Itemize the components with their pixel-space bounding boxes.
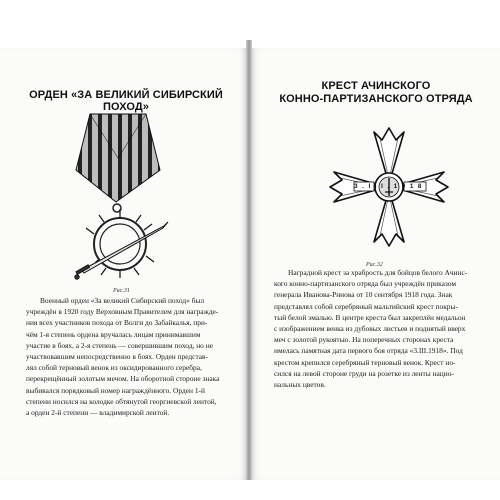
paragraph-line: чём 1-я степень ордена вручалась лицам принимавшим	[26, 329, 201, 339]
paragraph-line: тый белой эмалью. В центре креста был закреплён медальон	[274, 312, 466, 322]
right-figure-caption: Рис.32	[366, 262, 383, 268]
left-body-text	[26, 295, 234, 418]
paragraph-line: нальных цветов.	[274, 380, 326, 390]
paragraph-line: меч с золотой рукоятью. На поперечных сторонах креста	[274, 335, 454, 345]
paragraph-line: учреждён в 1920 году Верховным Правителем для награжде-	[26, 307, 219, 317]
paragraph-line: участие в боях, а 2-я степень — совершившим поход, но не	[26, 340, 213, 350]
paragraph-line: имелась памятная дата первого боя отряда «3.III.1918». Под	[274, 346, 463, 356]
paragraph-line: кого конно-партизанского отряда был учреждён приказом	[274, 279, 457, 289]
paragraph-line: лял собой терновый венок из оксидированного серебра,	[26, 363, 202, 373]
book-gutter	[246, 40, 252, 488]
left-page-title: ОРДЕН «ЗА ВЕЛИКИЙ СИБИРСКИЙ ПОХОД»	[29, 89, 223, 113]
paragraph-line: а орден 2-й степени — владимирской лентой.	[26, 408, 170, 418]
right-title-line-1: КРЕСТ АЧИНСКОГО	[321, 80, 431, 92]
paragraph-line: представлял собой серебряный мальтийский крест покры-	[274, 301, 458, 311]
paragraph-line: выбивался порядковый номер награждённого. Орден 1-й	[26, 385, 205, 395]
paragraph-line: генерала Иванова-Ринова от 10 сентября 1918 года. Знак	[274, 290, 453, 300]
paragraph-line: крестом крепился серебряный терновый венок. Крест но-	[274, 357, 456, 367]
paragraph-line: перекрещённый золотым мечом. На оборотной стороне знака	[26, 374, 220, 384]
right-page-title	[262, 80, 490, 106]
bottom-margin	[0, 480, 500, 500]
paragraph-line: ния всех участников похода от Волги до Забайкалья, при-	[26, 318, 208, 328]
paragraph-line: степени носился на колодке обтянутой георгиевской лентой,	[26, 396, 217, 406]
medallion-date-label: 3.III.1918	[354, 183, 426, 190]
left-figure-caption: Рис.31	[113, 288, 130, 294]
paragraph-line: участвовавшим непосредственно в боях. Орден представ-	[26, 352, 208, 362]
right-body-text	[274, 267, 484, 390]
paragraph-line: Наградной крест за храбрость для бойцов белого Ачинс-	[288, 268, 468, 277]
paragraph-line: с изображением венка из дубовых листьев и поднятый вверх	[274, 324, 466, 334]
order-siberian-campaign-illustration	[68, 110, 178, 288]
right-title-line-2: КОННО-ПАРТИЗАНСКОГО ОТРЯДА	[279, 93, 473, 105]
paragraph-line: сился на левой стороне груди на розетке из ленты нацио-	[274, 368, 454, 378]
paragraph-line: Военный орден «За великий Сибирский поход» был	[40, 296, 205, 305]
